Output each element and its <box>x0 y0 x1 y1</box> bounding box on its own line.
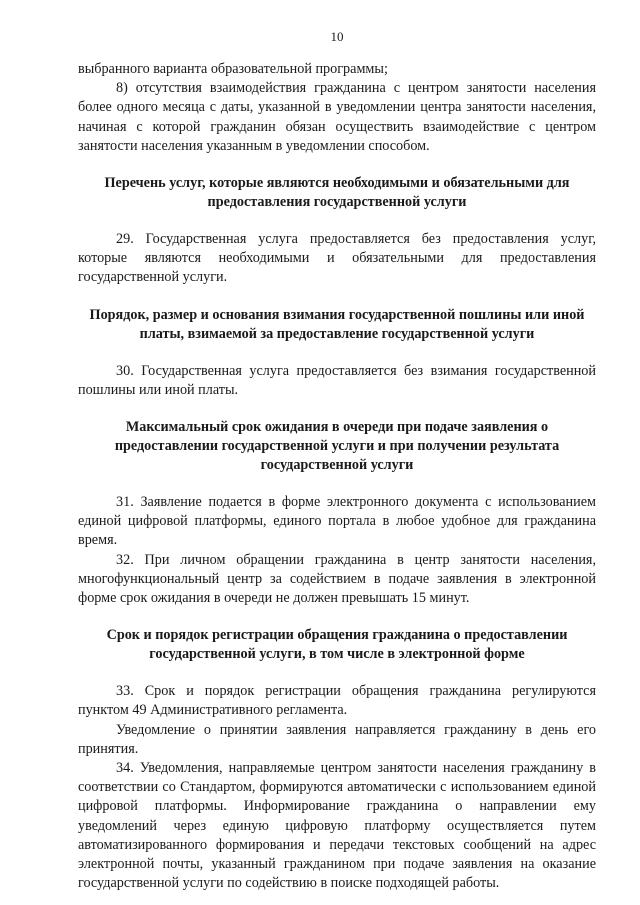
paragraph-30: 30. Государственная услуга предоставляется без взимания государственной пошлины или иной платы. <box>78 362 596 398</box>
paragraph-continuation: выбранного варианта образовательной программы; <box>78 61 388 77</box>
paragraph-31: 31. Заявление подается в форме электронного документа с использованием единой цифровой платформы, единого портала в любое удобное для гражданина время. <box>78 494 596 549</box>
page-number: 10 <box>330 29 344 44</box>
document-page <box>78 28 596 893</box>
paragraph-34: 34. Уведомления, направляемые центром занятости населения гражданину в соответствии со Стандартом, формируются автоматически с использованием единой цифровой платформы. Информирование гражданина о направлении ему уведомлений через единую цифровую платформу осуществляется путем автоматизированного формирования и передачи текстовых сообщений на адрес электронной почты, указанный гражданином при подаче заявления на оказание государственной услуги по содействию в поиске подходящей работы. <box>78 760 596 892</box>
section-heading-fee: Порядок, размер и основания взимания государственной пошлины или иной платы, взимаемой за предоставление государственной услуги <box>89 306 585 342</box>
paragraph-notification: Уведомление о принятии заявления направляется гражданину в день его принятия. <box>78 721 596 757</box>
paragraph-32: 32. При личном обращении гражданина в центр занятости населения, многофункциональный центр за содействием в подаче заявления в электронной форме срок ожидания в очереди не должен превышать 15 минут. <box>78 551 596 607</box>
paragraph-29: 29. Государственная услуга предоставляется без предоставления услуг, которые являются необходимыми и обязательными для предоставления государственной услуги. <box>78 231 596 286</box>
section-heading-registration: Срок и порядок регистрации обращения гражданина о предоставлении государственной услуги, в том числе в электронной форме <box>106 627 568 663</box>
section-heading-queue: Максимальный срок ожидания в очереди при подаче заявления о предоставлении государственной услуги и при получении результата государственной услуги <box>114 419 560 474</box>
section-heading-services: Перечень услуг, которые являются необходимыми и обязательными для предоставления государственной услуги <box>104 175 570 211</box>
paragraph-33: 33. Срок и порядок регистрации обращения гражданина регулируются пунктом 49 Административного регламента. <box>78 683 596 719</box>
paragraph-item-8: 8) отсутствия взаимодействия гражданина с центром занятости населения более одного месяца с даты, указанной в уведомлении центра занятости населения, начиная с которой гражданин обязан осуществить взаимодействие с центром занятости населения указанным в уведомлении способом. <box>78 80 596 154</box>
